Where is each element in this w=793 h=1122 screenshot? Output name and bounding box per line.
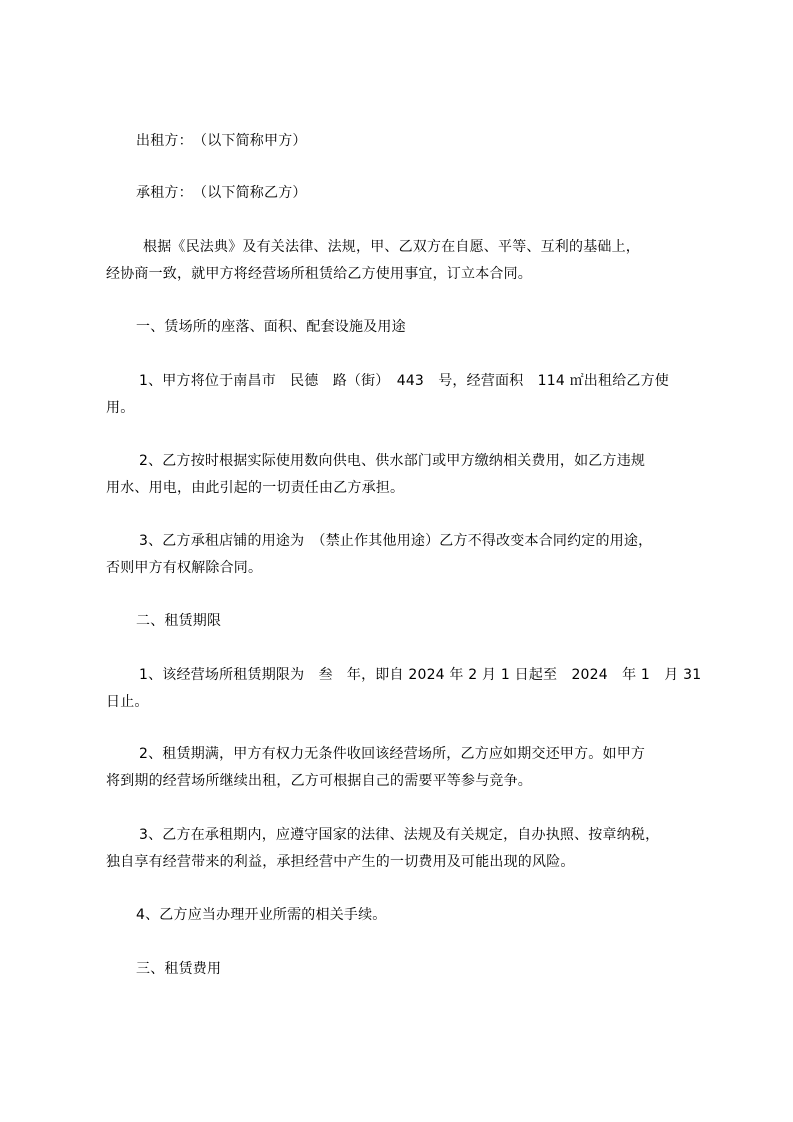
clause-2-1-line-2: 日止。: [106, 694, 149, 710]
preamble-line-1: 根据《民法典》及有关法律、法规，甲、乙双方在自愿、平等、互利的基础上，: [143, 239, 640, 255]
clause-1-2-line-1: 2、乙方按时根据实际使用数向供电、供水部门或甲方缴纳相关费用，如乙方违规: [139, 453, 646, 469]
clause-2-3-line-1: 3、乙方在承租期内，应遵守国家的法律、法规及有关规定，自办执照、按章纳税，: [139, 827, 660, 843]
clause-2-1-line-1: 1、该经营场所租赁期限为 叁 年，即自 2024 年 2 月 1 日起至 2024 年 1 月 31: [139, 667, 702, 683]
clause-1-3-line-1: 3、乙方承租店铺的用途为 （禁止作其他用途）乙方不得改变本合同约定的用途，: [139, 533, 653, 549]
clause-1-1-line-1: 1、甲方将位于南昌市 民德 路（街） 443 号，经营面积 114 ㎡出租给乙方使: [139, 373, 669, 389]
clause-2-2-line-2: 将到期的经营场所继续出租，乙方可根据自己的需要平等参与竞争。: [106, 773, 532, 789]
clause-2-3-line-2: 独自享有经营带来的利益，承担经营中产生的一切费用及可能出现的风险。: [106, 854, 575, 870]
clause-1-2-line-2: 用水、用电，由此引起的一切责任由乙方承担。: [106, 480, 405, 496]
clause-2-2-line-1: 2、租赁期满，甲方有权力无条件收回该经营场所，乙方应如期交还甲方。如甲方: [139, 746, 646, 762]
section-3-heading: 三、租赁费用: [136, 961, 222, 977]
section-2-heading: 二、租赁期限: [136, 613, 222, 629]
preamble-line-2: 经协商一致，就甲方将经营场所租赁给乙方使用事宜，订立本合同。: [106, 266, 532, 282]
clause-2-4-line-1: 4、乙方应当办理开业所需的相关手续。: [136, 907, 387, 923]
lessee-line: 承租方： （以下简称乙方）: [136, 185, 307, 201]
section-1-heading: 一、赁场所的座落、面积、配套设施及用途: [136, 319, 406, 335]
lessor-line: 出租方： （以下简称甲方）: [136, 133, 307, 149]
clause-1-1-line-2: 用。: [106, 400, 135, 416]
clause-1-3-line-2: 否则甲方有权解除合同。: [106, 560, 263, 576]
